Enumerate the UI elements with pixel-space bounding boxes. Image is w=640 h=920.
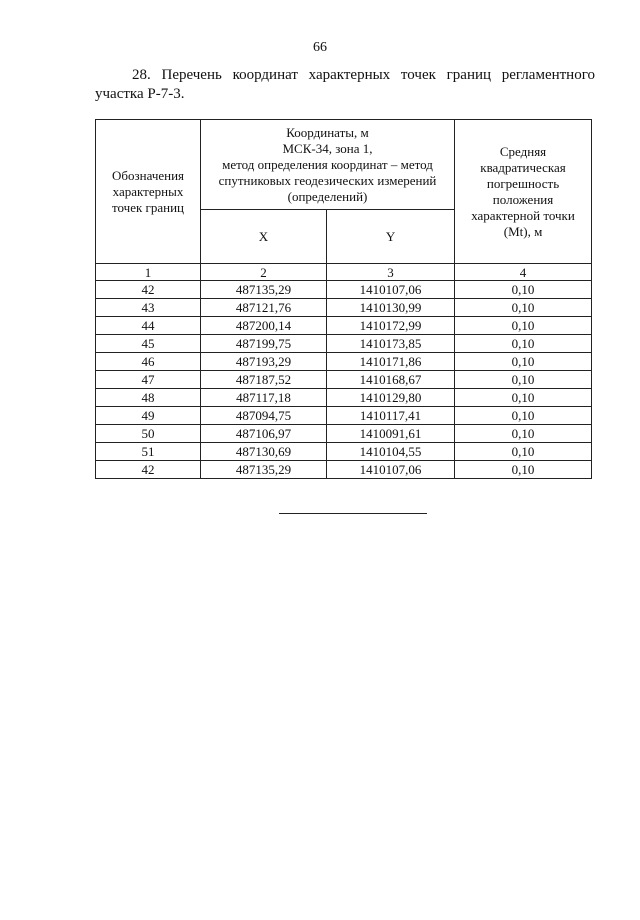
header-coordinates-line: метод определения координат – метод [222, 156, 433, 172]
coord-x: 487200,14 [201, 317, 327, 335]
header-y: Y [327, 210, 455, 264]
coord-y: 1410117,41 [327, 407, 455, 425]
coord-x: 487094,75 [201, 407, 327, 425]
column-number: 3 [327, 264, 455, 281]
coordinates-table [95, 119, 592, 479]
header-designation-line: точек границ [111, 199, 185, 215]
header-coordinates-line: (определений) [287, 188, 368, 204]
mean-error: 0,10 [455, 281, 592, 299]
header-coordinates-line: спутниковых геодезических измерений [218, 172, 437, 188]
mean-error: 0,10 [455, 317, 592, 335]
column-number: 4 [455, 264, 592, 281]
point-id: 50 [96, 425, 201, 443]
coord-x: 487106,97 [201, 425, 327, 443]
header-coordinates [201, 120, 455, 210]
table-row [96, 299, 592, 317]
header-coordinates-line: Координаты, м [286, 124, 369, 140]
coord-y: 1410168,67 [327, 371, 455, 389]
table-row [96, 407, 592, 425]
header-designation-line: характерных [112, 183, 184, 199]
table-row [96, 389, 592, 407]
coord-x: 487199,75 [201, 335, 327, 353]
table-row [96, 317, 592, 335]
table-row [96, 281, 592, 299]
mean-error: 0,10 [455, 461, 592, 479]
mean-error: 0,10 [455, 353, 592, 371]
header-x: X [201, 210, 327, 264]
header-designation [96, 120, 201, 264]
coord-y: 1410172,99 [327, 317, 455, 335]
header-error-line: Средняя [499, 143, 547, 159]
coord-x: 487130,69 [201, 443, 327, 461]
coord-y: 1410173,85 [327, 335, 455, 353]
mean-error: 0,10 [455, 407, 592, 425]
table-row [96, 461, 592, 479]
header-coordinates-line: МСК-34, зона 1, [282, 140, 373, 156]
point-id: 42 [96, 281, 201, 299]
header-error-line: погрешность [486, 175, 560, 191]
coord-x: 487135,29 [201, 461, 327, 479]
coord-x: 487135,29 [201, 281, 327, 299]
section-heading: 28. Перечень координат характерных точек границ регламентного участка Р-7-3. [95, 67, 595, 102]
table-row [96, 353, 592, 371]
point-id: 49 [96, 407, 201, 425]
coord-y: 1410129,80 [327, 389, 455, 407]
coord-y: 1410104,55 [327, 443, 455, 461]
mean-error: 0,10 [455, 443, 592, 461]
header-designation-line: Обозначения [111, 167, 185, 183]
coord-y: 1410130,99 [327, 299, 455, 317]
point-id: 43 [96, 299, 201, 317]
point-id: 51 [96, 443, 201, 461]
mean-error: 0,10 [455, 299, 592, 317]
point-id: 45 [96, 335, 201, 353]
coord-y: 1410091,61 [327, 425, 455, 443]
header-error [455, 120, 592, 264]
coord-x: 487121,76 [201, 299, 327, 317]
mean-error: 0,10 [455, 335, 592, 353]
coord-x: 487193,29 [201, 353, 327, 371]
coord-x: 487117,18 [201, 389, 327, 407]
table-row [96, 371, 592, 389]
coord-y: 1410107,06 [327, 281, 455, 299]
point-id: 47 [96, 371, 201, 389]
table-row [96, 425, 592, 443]
header-error-line: (Mt), м [503, 223, 543, 239]
end-divider [279, 513, 427, 514]
mean-error: 0,10 [455, 425, 592, 443]
table-row [96, 335, 592, 353]
column-numbers-row [96, 264, 592, 281]
point-id: 48 [96, 389, 201, 407]
header-error-line: характерной точки [471, 207, 575, 223]
point-id: 42 [96, 461, 201, 479]
header-error-line: квадратическая [480, 159, 566, 175]
header-error-line: положения [492, 191, 554, 207]
point-id: 46 [96, 353, 201, 371]
point-id: 44 [96, 317, 201, 335]
coord-x: 487187,52 [201, 371, 327, 389]
mean-error: 0,10 [455, 389, 592, 407]
column-number: 1 [96, 264, 201, 281]
coord-y: 1410171,86 [327, 353, 455, 371]
page-number: 66 [313, 40, 327, 55]
table-row [96, 443, 592, 461]
column-number: 2 [201, 264, 327, 281]
mean-error: 0,10 [455, 371, 592, 389]
coord-y: 1410107,06 [327, 461, 455, 479]
